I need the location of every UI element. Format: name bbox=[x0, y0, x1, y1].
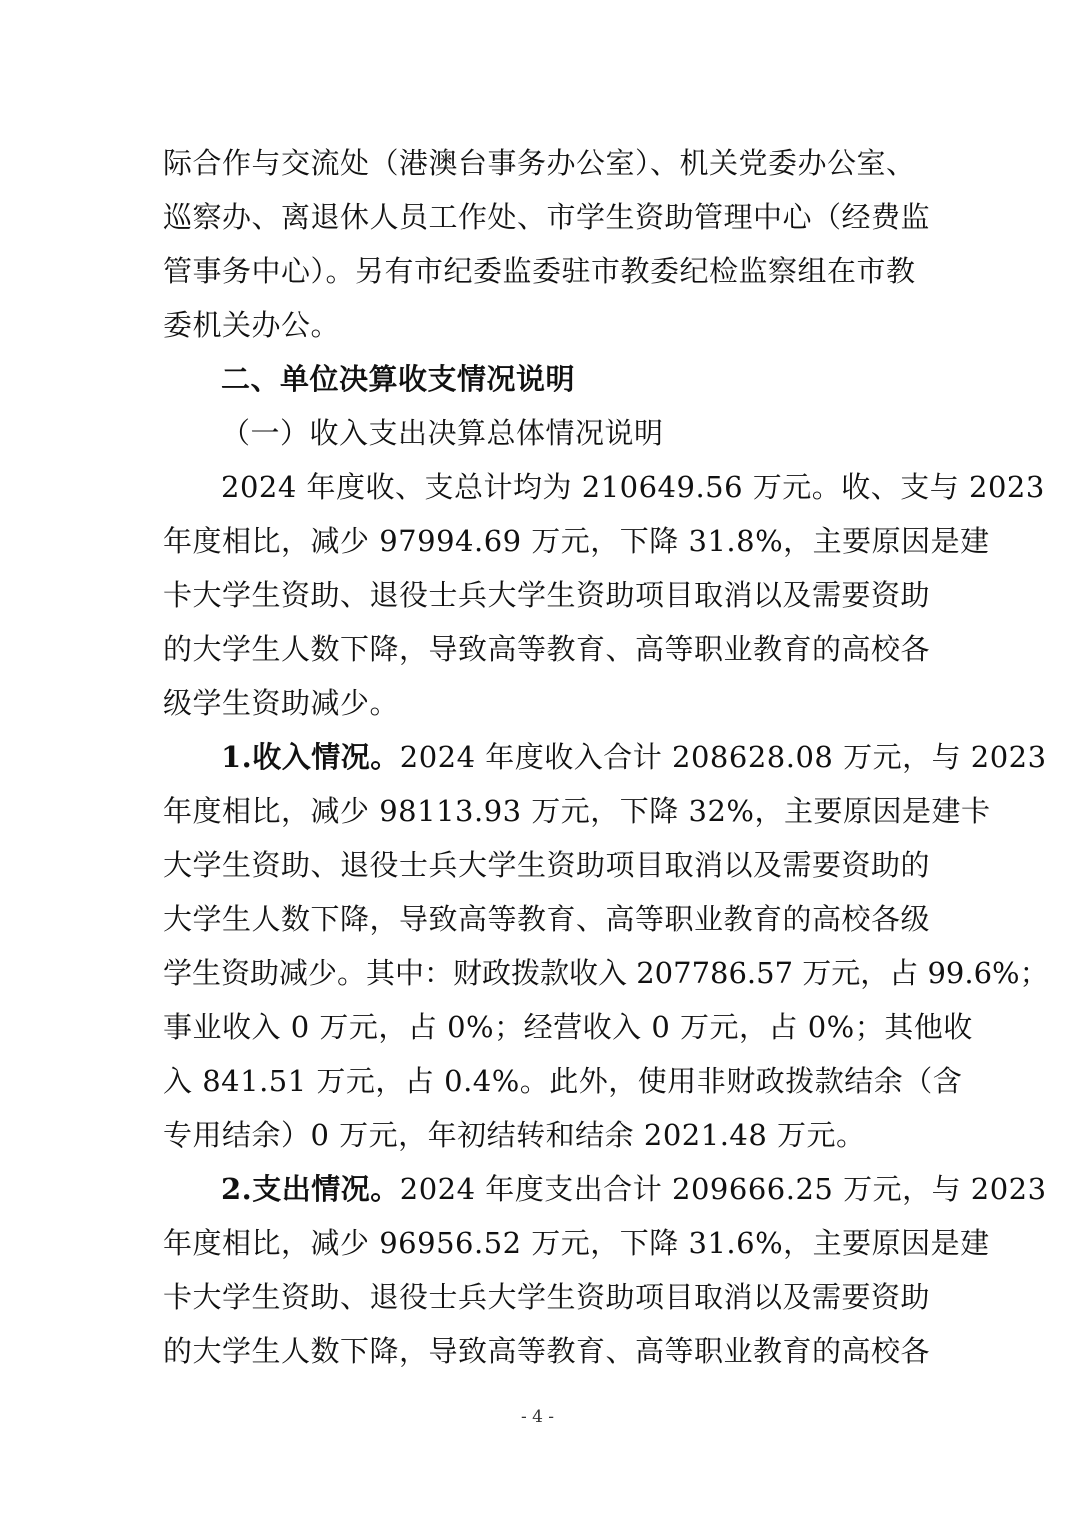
document-body bbox=[163, 136, 1049, 1378]
text-line: 年度相比，减少 96956.52 万元，下降 31.6%，主要原因是建 bbox=[163, 1226, 990, 1260]
expense-first-line-text: 2024 年度支出合计 209666.25 万元，与 2023 bbox=[399, 1172, 1047, 1206]
text-line: 事业收入 0 万元，占 0%；经营收入 0 万元，占 0%；其他收 bbox=[163, 1010, 973, 1044]
text-line: 卡大学生资助、退役士兵大学生资助项目取消以及需要资助 bbox=[163, 578, 931, 612]
subsection-heading: （一）收入支出决算总体情况说明 bbox=[221, 416, 664, 450]
expense-first-line bbox=[163, 1162, 1047, 1216]
text-line: 巡察办、离退休人员工作处、市学生资助管理中心（经费监 bbox=[163, 200, 931, 234]
text-line: 2024 年度收、支总计均为 210649.56 万元。收、支与 2023 bbox=[221, 470, 1045, 504]
section-heading: 二、单位决算收支情况说明 bbox=[221, 362, 576, 396]
page-number: - 4 - bbox=[520, 1407, 555, 1427]
text-line: 大学生资助、退役士兵大学生资助项目取消以及需要资助的 bbox=[163, 848, 931, 882]
text-line: 级学生资助减少。 bbox=[163, 686, 400, 720]
income-title: 1.收入情况。 bbox=[221, 740, 400, 774]
text-line: 年度相比，减少 97994.69 万元，下降 31.8%，主要原因是建 bbox=[163, 524, 990, 558]
text-line: 的大学生人数下降，导致高等教育、高等职业教育的高校各 bbox=[163, 1334, 931, 1368]
expense-title: 2.支出情况。 bbox=[221, 1172, 400, 1206]
text-line: 际合作与交流处（港澳台事务办公室）、机关党委办公室、 bbox=[163, 146, 916, 180]
text-line: 委机关办公。 bbox=[163, 308, 341, 342]
text-line: 大学生人数下降，导致高等教育、高等职业教育的高校各级 bbox=[163, 902, 931, 936]
text-line: 管事务中心）。另有市纪委监委驻市教委纪检监察组在市教 bbox=[163, 254, 916, 288]
income-first-line-text: 2024 年度收入合计 208628.08 万元，与 2023 bbox=[399, 740, 1047, 774]
text-line: 入 841.51 万元，占 0.4%。此外，使用非财政拨款结余（含 bbox=[163, 1064, 963, 1098]
text-line: 卡大学生资助、退役士兵大学生资助项目取消以及需要资助 bbox=[163, 1280, 931, 1314]
text-line: 的大学生人数下降，导致高等教育、高等职业教育的高校各 bbox=[163, 632, 931, 666]
text-line: 学生资助减少。其中：财政拨款收入 207786.57 万元，占 99.6%； bbox=[163, 956, 1049, 990]
text-line: 专用结余）0 万元，年初结转和结余 2021.48 万元。 bbox=[163, 1118, 866, 1152]
text-line: 年度相比，减少 98113.93 万元，下降 32%，主要原因是建卡 bbox=[163, 794, 991, 828]
income-first-line bbox=[163, 730, 1047, 784]
